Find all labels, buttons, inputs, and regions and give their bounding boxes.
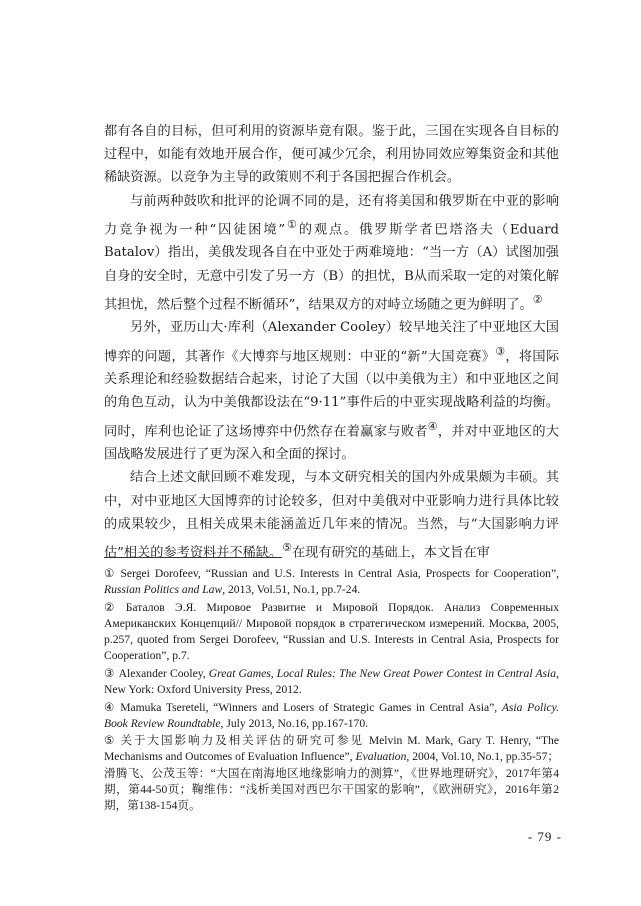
footnote-ref-2[interactable]: ② <box>532 292 543 306</box>
journal-title: Evaluation <box>355 750 407 764</box>
paragraph-3: 另外，亚历山大·库利（Alexander Cooley）较早地关注了中亚地区大国博弈的问题，其著作《大博弈与地区规则：中亚的“新”大国竞赛》③，将国际关系理论和经验数据结合起来，讨论了大国（以中美俄为主）和中亚地区之间的角色互动，认为中美俄都设法在“9·11”事件后的中亚实现战略利益的均衡。同时，库利也论证了这场博弈中仍然存在着赢家与败者④，并对中亚地区的大国战略发展进行了更为深入和全面的探讨。 <box>104 320 560 463</box>
footnote-ref-4[interactable]: ④ <box>427 419 438 433</box>
footnote-ref-5[interactable]: ⑤ <box>282 541 293 555</box>
book-title: Great Games, Local Rules: The New Great Power Contest in Central Asia <box>208 666 557 680</box>
footnote-5: ⑤ 关于大国影响力及相关评估的研究可参见 Melvin M. Mark, Gary T. Henry, “The Mechanisms and Outcomes of Evaluation Influence”, Evaluation, 2004, Vol.10, No.1, pp.35-57；滑腾飞、公茂玉等：“大国在南海地区地缘影响力的测算”，《世界地理研究》，2017年第4期，第44-50页；鞠维伟：“浅析美国对西巴尔干国家的影响”，《欧洲研究》，2016年第2期，第138-154页。 <box>104 734 559 812</box>
journal-title: Russian Politics and Law <box>104 583 223 597</box>
paragraph-2: 与前两种鼓吹和批评的论调不同的是，还有将美国和俄罗斯在中亚的影响力竞争视为一种“囚徒困境”①的观点。俄罗斯学者巴塔洛夫（Eduard Batalov）指出，美俄发现各自在中亚处于两难境地：“当一方（A）试图加强自身的安全时，无意中引发了另一方（B）的担忧，B从而采取一定的对策化解其担忧，然后整个过程不断循环”，结果双方的对峙立场随之更为鲜明了。② <box>104 193 559 313</box>
paragraph-1: 都有各自的目标，但可利用的资源毕竟有限。鉴于此，三国在实现各自目标的过程中，如能有效地开展合作，便可减少冗余，利用协同效应筹集资金和其他稀缺资源。以竞争为主导的政策则不利于各国把握合作机会。 <box>104 124 559 186</box>
footnote-4: ④ Mamuka Tsereteli, “Winners and Losers of Strategic Games in Central Asia”, Asia Policy. Book Review Roundtable, July 2013, No.16, pp.167-170. <box>104 700 559 730</box>
footnote-3: ③ Alexander Cooley, Great Games, Local Rules: The New Great Power Contest in Central Asia, New York: Oxford University Press, 2012. <box>104 666 559 696</box>
footnotes <box>104 566 559 815</box>
main-text <box>104 120 559 565</box>
paragraph-4: 结合上述文献回顾不难发现，与本文研究相关的国内外成果颇为丰硕。其中，对中亚地区大国博弈的讨论较多，但对中美俄对中亚影响力进行具体比较的成果较少，且相关成果未能涵盖近几年来的情况。当然，与“大国影响力评估”相关的参考资料并不稀缺。⑤在现有研究的基础上，本文旨在审 <box>104 470 559 561</box>
page-number: - 79 - <box>527 829 562 844</box>
footnote-ref-3[interactable]: ③ <box>495 344 506 358</box>
footnote-1: ① Sergei Dorofeev, “Russian and U.S. Interests in Central Asia, Prospects for Cooperation”, Russian Politics and Law, 2013, Vol.51, No.1, pp.7-24. <box>104 567 559 597</box>
footnote-divider <box>104 557 282 558</box>
journal-title: Asia Policy. Book Review Roundtable <box>104 700 559 730</box>
footnote-ref-1[interactable]: ① <box>285 217 299 231</box>
footnote-2: ② Баталов Э.Я. Мировое Развитие и Мировой Порядок. Анализ Современных Американских Концепций// Мировой порядок в стратегическом измерений. Москва, 2005, p.257, quoted from Sergei Dorofeev, “Russian and U.S. Interests in Central Asia, Prospects for Cooperation”, p.7. <box>104 600 559 663</box>
